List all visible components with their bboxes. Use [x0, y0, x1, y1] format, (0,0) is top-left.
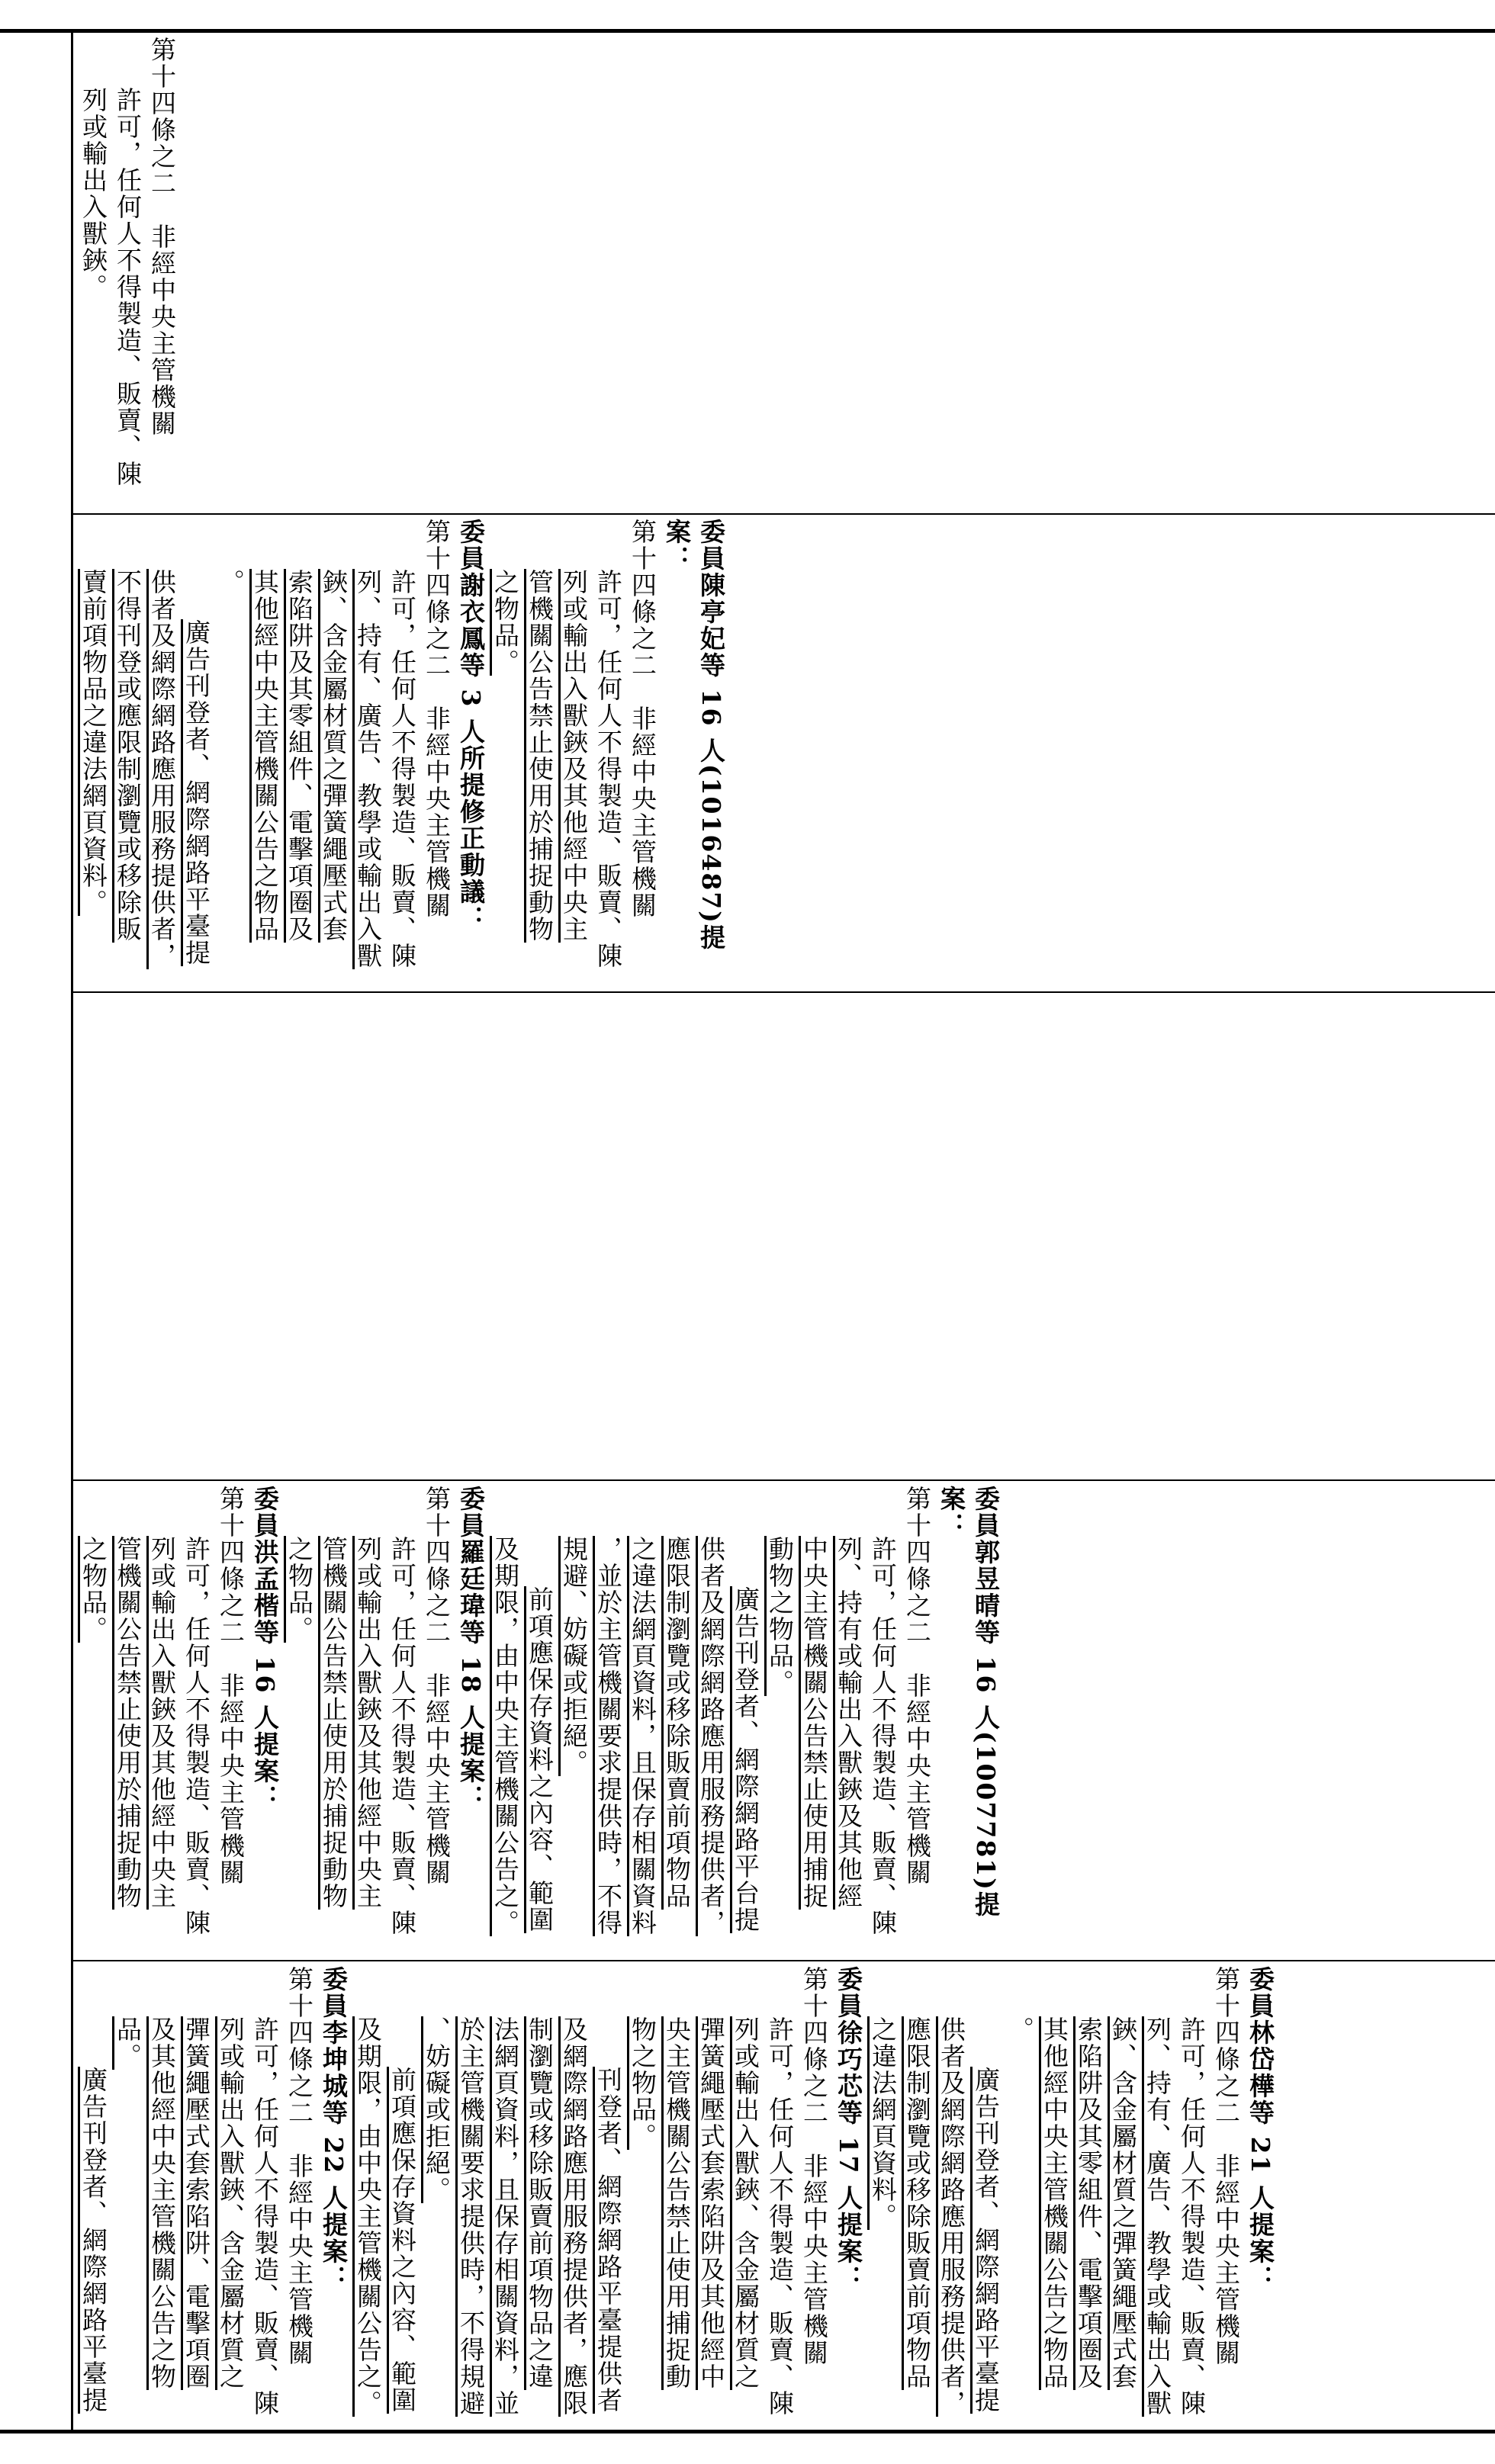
- text-line: 。: [1005, 2016, 1035, 2043]
- bottom-right-text: [76, 1486, 1003, 1955]
- text-line: 不得刊登或應限制瀏覽或移除販: [113, 569, 143, 943]
- text-line: 應限制瀏覽或移除販賣前項物品: [662, 1536, 692, 1910]
- text-line: 物之物品。: [628, 2016, 657, 2150]
- text-line: 列、持有或輸出入獸鋏及其他經: [834, 1536, 863, 1910]
- text-line: 列或輸出入獸鋏及其他經中央主: [353, 1536, 383, 1910]
- text-line: 之違法網頁資料，且保存相關資料: [628, 1536, 657, 1936]
- text-line: 刊登者、網際網路平臺提供者: [593, 2067, 623, 2414]
- text-line: 央主管機關公告禁止使用捕捉動: [662, 2016, 692, 2390]
- text-line: 列或輸出入獸鋏、含金屬材質之: [216, 2016, 246, 2390]
- text-line: 第十四條之二 非經中央主管機關: [216, 1486, 246, 1886]
- text-line: 鋏、含金屬材質之彈簧繩壓式套: [319, 569, 349, 943]
- text-line: 廣告刊登者、網際網路平台提: [731, 1586, 760, 1933]
- text-line: 許可，任何人不得製造、販賣、陳: [868, 1536, 898, 1936]
- column-divider: [71, 29, 73, 2433]
- proposal-heading: 委員羅廷瑋等 18 人提案：: [456, 1486, 486, 1811]
- text-line: 應限制瀏覽或移除販賣前項物品: [902, 2016, 932, 2390]
- text-line: 列或輸出入獸鋏及其他經中央主: [147, 1536, 177, 1910]
- text-line: 列或輸出入獸鋏及其他經中央主: [559, 569, 589, 943]
- text-line: 其他經中央主管機關公告之物品: [250, 569, 280, 943]
- text-line: 第十四條之二 非經中央主管機關: [799, 1966, 829, 2366]
- proposal-heading: 委員郭昱晴等 16 人(1007781)提案：: [937, 1486, 1001, 1918]
- text-line: 。: [216, 569, 246, 596]
- proposal-heading: 委員陳亭妃等 16 人(1016487)提案：: [662, 519, 726, 951]
- text-line: 管機關公告禁止使用於捕捉動物: [525, 569, 555, 943]
- text-line: 供者及網際網路應用服務提供者，: [696, 1536, 726, 1936]
- text-line: 許可，任何人不得製造、販賣、陳: [113, 87, 143, 487]
- text-line: 鋏、含金屬材質之彈簧繩壓式套: [1108, 2016, 1138, 2390]
- text-line: 規避、妨礙或拒絕。: [559, 1536, 589, 1776]
- text-line: 中央主管機關公告禁止使用捕捉: [799, 1536, 829, 1910]
- text-line: 賣前項物品之違法網頁資料。: [79, 569, 108, 916]
- top-right-text: [76, 37, 179, 509]
- row-divider-3: [71, 1479, 1495, 1481]
- text-line: 廣告刊登者、網際網路平臺提: [971, 2067, 1001, 2414]
- table-bottom-rule: [0, 2430, 1495, 2433]
- text-line: 及其他經中央主管機關公告之物: [147, 2016, 177, 2390]
- row-divider-2: [71, 991, 1495, 993]
- text-line: 、妨礙或拒絕。: [422, 2016, 452, 2203]
- text-line: 彈簧繩壓式套索陷阱及其他經中: [696, 2016, 726, 2390]
- text-line: 列或輸出入獸鋏、含金屬材質之: [731, 2016, 760, 2390]
- text-line: 許可，任何人不得製造、販賣、陳: [593, 569, 623, 969]
- text-line: 及期限，由中央主管機關公告之。: [490, 1536, 520, 1936]
- text-line: 索陷阱及其零組件、電擊項圈及: [285, 569, 314, 943]
- text-line: ，並於主管機關要求提供時，不得: [593, 1536, 623, 1936]
- text-line: 前項應保存資料之內容、範圍: [525, 1586, 555, 1933]
- text-line: 許可，任何人不得製造、販賣、陳: [182, 1536, 211, 1936]
- text-line: 許可，任何人不得製造、販賣、陳: [387, 569, 417, 969]
- text-line: 第十四條之二 非經中央主管機關: [147, 37, 177, 437]
- text-line: 第十四條之二 非經中央主管機關: [422, 1486, 452, 1886]
- text-line: 列、持有、廣告、教學或輸出入獸: [353, 569, 383, 969]
- row-divider-4: [71, 1960, 1495, 1961]
- text-line: 第十四條之二 非經中央主管機關: [628, 519, 657, 919]
- text-line: 供者及網際網路應用服務提供者，: [937, 2016, 966, 2417]
- bottom-right-cell: [76, 1486, 1106, 1955]
- text-line: 品。: [113, 2016, 143, 2070]
- text-line: 廣告刊登者、網際網路平臺提: [182, 619, 211, 966]
- text-line: 列、持有、廣告、教學或輸出入獸: [1143, 2016, 1172, 2417]
- text-line: 管機關公告禁止使用於捕捉動物: [319, 1536, 349, 1910]
- text-line: 動物之物品。: [765, 1536, 795, 1696]
- middle-right-text: [76, 519, 728, 988]
- text-line: 列或輸出入獸鋏。: [79, 87, 108, 300]
- text-line: 第十四條之二 非經中央主管機關: [902, 1486, 932, 1886]
- text-line: 許可，任何人不得製造、販賣、陳: [250, 2016, 280, 2417]
- left-column-cell: [76, 1966, 1484, 2424]
- text-line: 其他經中央主管機關公告之物品: [1040, 2016, 1069, 2390]
- text-line: 第十四條之二 非經中央主管機關: [285, 1966, 314, 2366]
- text-line: 法網頁資料，且保存相關資料，並: [490, 2016, 520, 2417]
- text-line: 第十四條之二 非經中央主管機關: [422, 519, 452, 919]
- text-line: 許可，任何人不得製造、販賣、陳: [765, 2016, 795, 2417]
- text-line: 廣告刊登者、網際網路平臺提: [79, 2067, 108, 2414]
- table-top-rule: [0, 29, 1495, 33]
- row-divider-1: [71, 513, 1495, 515]
- text-line: 供者及網際網路應用服務提供者，: [147, 569, 177, 969]
- top-right-cell: [76, 37, 198, 509]
- text-line: 之物品。: [490, 569, 520, 676]
- text-line: 之違法網頁資料。: [868, 2016, 898, 2230]
- middle-right-cell: [76, 519, 763, 988]
- text-line: 之物品。: [285, 1536, 314, 1643]
- proposal-heading: 委員謝衣鳳等 3 人所提修正動議：: [456, 519, 486, 932]
- text-line: 之物品。: [79, 1536, 108, 1643]
- text-line: 制瀏覽或移除販賣前項物品之違: [525, 2016, 555, 2390]
- proposal-heading: 委員洪孟楷等 16 人提案：: [250, 1486, 280, 1811]
- text-line: 前項應保存資料之內容、範圍: [387, 2067, 417, 2414]
- proposal-heading: 委員徐巧芯等 17 人提案：: [834, 1966, 863, 2292]
- text-line: 許可，任何人不得製造、販賣、陳: [1177, 2016, 1207, 2417]
- text-line: 彈簧繩壓式套索陷阱、電擊項圈: [182, 2016, 211, 2390]
- proposal-heading: 委員林岱樺等 21 人提案：: [1246, 1966, 1275, 2292]
- text-line: 於主管機關要求提供時，不得規避: [456, 2016, 486, 2417]
- text-line: 及網際網路應用服務提供者，應限: [559, 2016, 589, 2417]
- text-line: 第十四條之二 非經中央主管機關: [1211, 1966, 1241, 2366]
- left-column-text: [76, 1966, 1278, 2424]
- proposal-heading: 委員李坤城等 22 人提案：: [319, 1966, 349, 2292]
- text-line: 索陷阱及其零組件、電擊項圈及: [1074, 2016, 1104, 2390]
- text-line: 管機關公告禁止使用於捕捉動物: [113, 1536, 143, 1910]
- text-line: 許可，任何人不得製造、販賣、陳: [387, 1536, 417, 1936]
- text-line: 及期限，由中央主管機關公告之。: [353, 2016, 383, 2417]
